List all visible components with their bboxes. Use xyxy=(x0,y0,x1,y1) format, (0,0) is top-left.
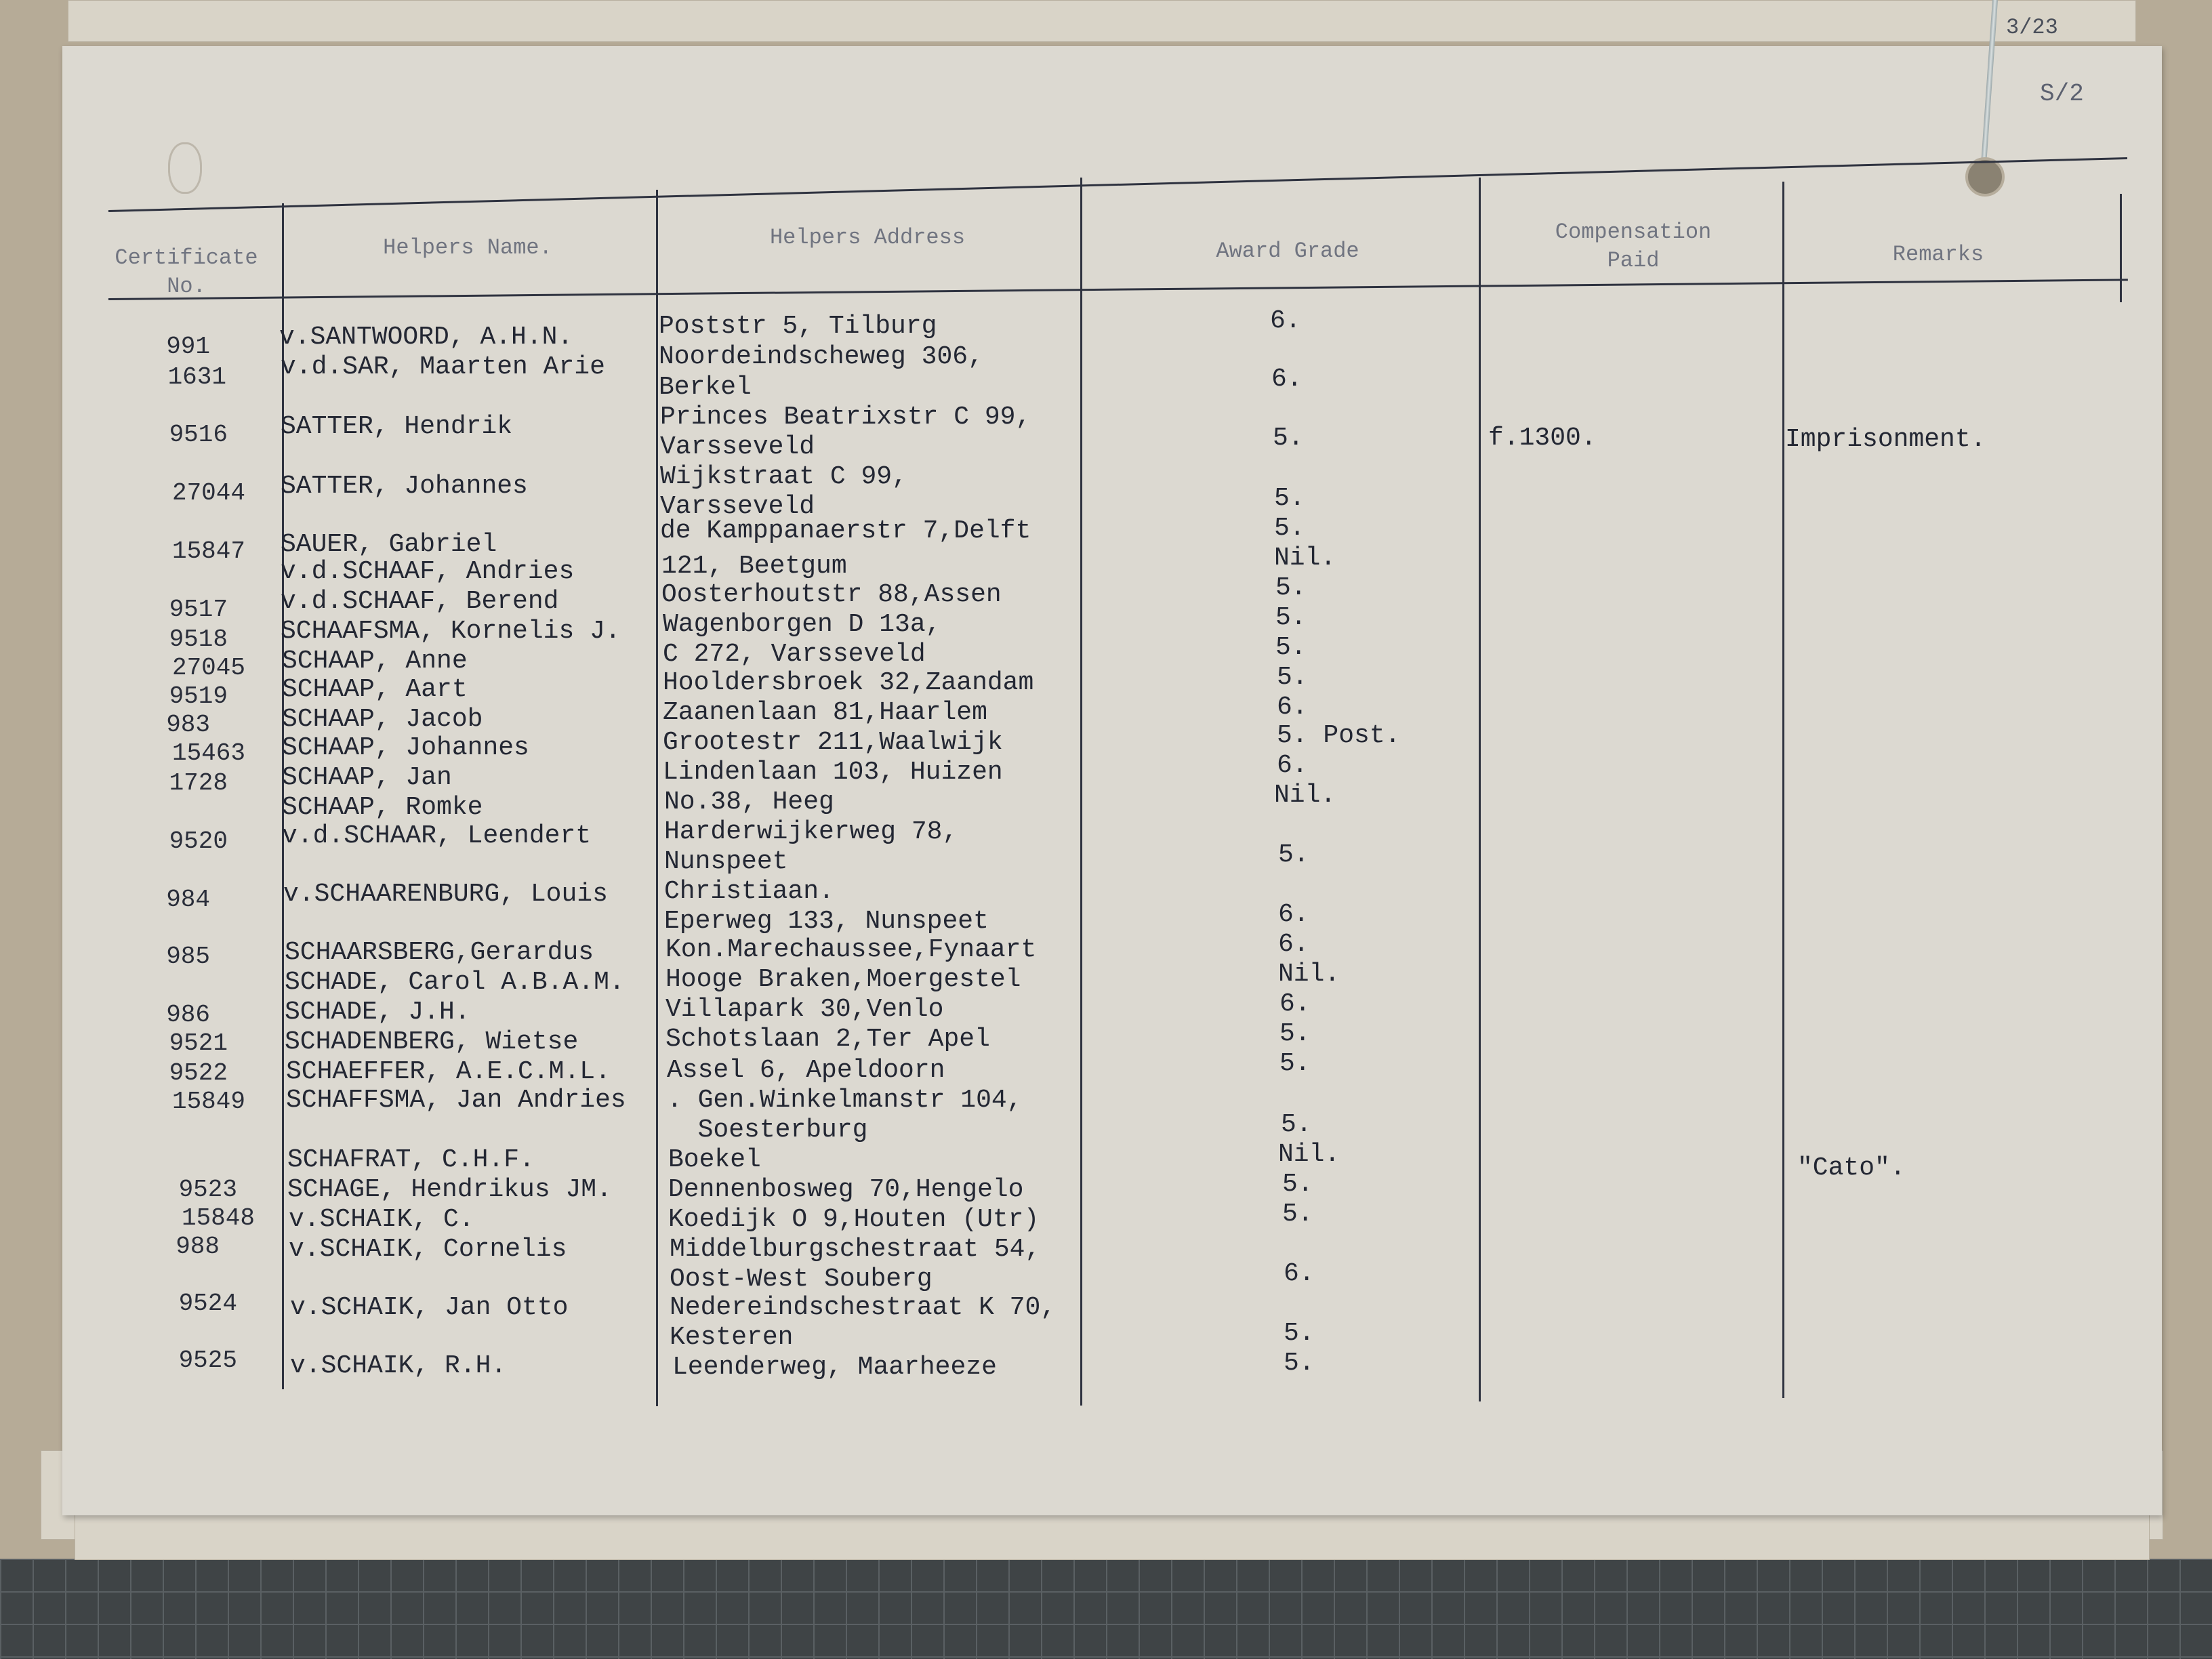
cutting-mat xyxy=(0,1559,2212,1659)
header-award: Award Grade xyxy=(1216,239,1359,264)
helper-address: C 272, Varsseveld xyxy=(663,640,926,669)
certificate-number: 9517 xyxy=(169,596,228,623)
column-divider xyxy=(1479,178,1481,1401)
helper-address: Schotslaan 2,Ter Apel xyxy=(665,1025,990,1054)
award-grade: 5. xyxy=(1274,484,1305,513)
helper-name: SCHAAP, Jan xyxy=(282,763,452,792)
header-compensation: Compensation Paid xyxy=(1555,220,1712,273)
award-grade: Nil. xyxy=(1274,781,1336,810)
helper-address: Hooge Braken,Moergestel xyxy=(665,965,1021,994)
award-grade: 5. xyxy=(1284,1319,1315,1348)
helper-address: Wagenborgen D 13a, xyxy=(663,610,941,639)
certificate-number: 983 xyxy=(166,711,210,739)
helper-address: Berkel xyxy=(659,373,752,402)
helper-name: v.d.SCHAAF, Berend xyxy=(281,587,559,616)
award-grade: 5. xyxy=(1275,603,1307,632)
helper-address: Nunspeet xyxy=(664,847,788,876)
helper-name: SCHADE, Carol A.B.A.M. xyxy=(285,968,625,997)
helper-name: SCHAAP, Jacob xyxy=(282,705,483,734)
award-grade: 5. xyxy=(1274,514,1305,543)
helper-name: SCHAAP, Aart xyxy=(282,675,468,704)
helper-address: Varsseveld xyxy=(660,492,815,521)
header-name: Helpers Name. xyxy=(383,235,552,260)
certificate-number: 988 xyxy=(176,1233,220,1261)
award-grade: 6. xyxy=(1277,693,1308,722)
folio-number: S/2 xyxy=(2040,80,2084,108)
column-divider xyxy=(656,190,658,1406)
award-grade: 5. xyxy=(1284,1349,1315,1378)
certificate-number: 27044 xyxy=(171,479,245,507)
helper-address: Princes Beatrixstr C 99, xyxy=(660,403,1031,432)
helper-address: Poststr 5, Tilburg xyxy=(659,312,937,341)
certificate-number: 9519 xyxy=(169,682,228,710)
helper-name: SATTER, Hendrik xyxy=(281,412,513,441)
certificate-number: 15848 xyxy=(181,1204,255,1232)
helper-address: Kesteren xyxy=(670,1323,794,1352)
underlying-sheet-top xyxy=(68,0,2136,42)
page-stamp: 3/23 xyxy=(2006,15,2058,40)
certificate-number: 9524 xyxy=(178,1290,237,1317)
helper-address: Hooldersbroek 32,Zaandam xyxy=(663,668,1034,697)
certificate-number: 27045 xyxy=(171,654,245,682)
award-grade: 5. xyxy=(1275,633,1307,662)
award-grade: 5. xyxy=(1281,1110,1312,1139)
header-certificate: Certificate No. xyxy=(115,245,258,299)
certificate-number: 991 xyxy=(166,333,210,361)
award-grade: 6. xyxy=(1270,306,1301,335)
certificate-number: 9522 xyxy=(169,1059,228,1087)
helper-name: SCHAAFSMA, Kornelis J. xyxy=(281,617,621,646)
helper-name: SATTER, Johannes xyxy=(281,472,528,501)
award-grade: 5. xyxy=(1279,1049,1311,1078)
helper-name: v.SCHAIK, Cornelis xyxy=(289,1235,567,1264)
helper-address: Boekel xyxy=(668,1145,761,1174)
helper-address: Soesterburg xyxy=(667,1115,868,1145)
certificate-number: 9518 xyxy=(169,626,228,653)
award-grade: 6. xyxy=(1279,989,1311,1019)
helper-address: No.38, Heeg xyxy=(664,787,834,817)
award-grade: 5. xyxy=(1282,1200,1313,1229)
award-grade: 5. xyxy=(1278,840,1309,869)
helper-name: v.SCHAIK, C. xyxy=(289,1205,474,1234)
helper-address: Varsseveld xyxy=(660,432,815,462)
certificate-number: 9521 xyxy=(169,1029,228,1057)
helper-name: SAUER, Gabriel xyxy=(281,530,497,559)
certificate-number: 15849 xyxy=(171,1088,245,1115)
helper-name: v.d.SCHAAR, Leendert xyxy=(282,821,592,851)
helper-address: Nedereindschestraat K 70, xyxy=(670,1293,1057,1322)
helper-name: SCHAARSBERG,Gerardus xyxy=(285,938,594,967)
certificate-number: 1728 xyxy=(169,769,228,797)
helper-address: Koedijk O 9,Houten (Utr) xyxy=(668,1205,1040,1234)
helper-name: v.d.SAR, Maarten Arie xyxy=(281,352,605,382)
helper-address: Eperweg 133, Nunspeet xyxy=(664,907,989,936)
award-grade: 6. xyxy=(1278,900,1309,929)
helper-address: Lindenlaan 103, Huizen xyxy=(663,758,1003,787)
helper-name: SCHAGE, Hendrikus JM. xyxy=(287,1175,612,1204)
certificate-number: 9525 xyxy=(178,1347,237,1374)
column-divider xyxy=(1080,178,1082,1406)
certificate-number: 1631 xyxy=(167,363,226,391)
helper-name: SCHADE, J.H. xyxy=(285,998,470,1027)
helper-name: SCHAAP, Romke xyxy=(282,793,483,822)
helper-name: SCHAFRAT, C.H.F. xyxy=(287,1145,535,1174)
compensation-paid: f.1300. xyxy=(1488,424,1597,453)
helper-name: v.SANTWOORD, A.H.N. xyxy=(279,323,573,352)
helper-name: SCHAEFFER, A.E.C.M.L. xyxy=(286,1057,611,1086)
helper-name: v.d.SCHAAF, Andries xyxy=(281,557,575,586)
helper-name: SCHADENBERG, Wietse xyxy=(285,1027,579,1057)
helper-address: Grootestr 211,Waalwijk xyxy=(663,728,1003,757)
award-grade: 5. xyxy=(1279,1019,1311,1048)
award-grade: 5. xyxy=(1282,1170,1313,1199)
award-grade: Nil. xyxy=(1278,960,1340,989)
helper-address: de Kamppanaerstr 7,Delft xyxy=(660,516,1031,546)
helper-address: Dennenbosweg 70,Hengelo xyxy=(668,1175,1024,1204)
certificate-number: 9516 xyxy=(169,421,228,449)
remarks: Imprisonment. xyxy=(1785,425,1986,454)
award-grade: 5. xyxy=(1273,424,1304,453)
award-grade: 6. xyxy=(1277,751,1308,780)
helper-name: SCHAAP, Johannes xyxy=(282,733,529,762)
helper-address: Leenderweg, Maarheeze xyxy=(672,1353,997,1382)
helper-address: Harderwijkerweg 78, xyxy=(664,817,958,846)
award-grade: Nil. xyxy=(1274,544,1336,573)
award-grade: 6. xyxy=(1284,1259,1315,1288)
remarks: "Cato". xyxy=(1797,1153,1906,1183)
certificate-number: 15847 xyxy=(171,537,245,565)
certificate-number: 9520 xyxy=(169,827,228,855)
helper-address: Zaanenlaan 81,Haarlem xyxy=(663,698,987,727)
header-remarks: Remarks xyxy=(1892,242,1984,267)
helper-address: Noordeindscheweg 306, xyxy=(659,342,983,371)
paper-mark xyxy=(168,142,202,194)
award-grade: 6. xyxy=(1278,930,1309,959)
helper-address: . Gen.Winkelmanstr 104, xyxy=(667,1086,1023,1115)
award-grade: Nil. xyxy=(1278,1140,1340,1169)
award-grade: 6. xyxy=(1271,365,1303,394)
header-address: Helpers Address xyxy=(769,225,966,250)
helper-address: Kon.Marechaussee,Fynaart xyxy=(665,935,1037,964)
certificate-number: 985 xyxy=(166,943,210,970)
helper-name: v.SCHAIK, R.H. xyxy=(290,1351,507,1380)
helper-address: Oosterhoutstr 88,Assen xyxy=(661,580,1002,609)
helper-address: Christiaan. xyxy=(664,877,834,906)
helper-address: Oost-West Souberg xyxy=(670,1265,933,1294)
certificate-number: 986 xyxy=(166,1001,210,1029)
helper-address: Middelburgschestraat 54, xyxy=(670,1235,1041,1264)
helper-name: SCHAFFSMA, Jan Andries xyxy=(286,1086,626,1115)
helper-address: Wijkstraat C 99, xyxy=(660,462,907,491)
award-grade: 5. xyxy=(1277,663,1308,692)
certificate-number: 9523 xyxy=(178,1176,237,1204)
helper-address: Villapark 30,Venlo xyxy=(665,995,944,1024)
award-grade: 5. xyxy=(1275,573,1307,602)
helper-address: 121, Beetgum xyxy=(661,552,847,581)
award-grade: 5. Post. xyxy=(1277,721,1401,750)
certificate-number: 15463 xyxy=(171,739,245,767)
helper-name: v.SCHAIK, Jan Otto xyxy=(290,1293,569,1322)
helper-name: SCHAAP, Anne xyxy=(282,647,468,676)
helper-address: Assel 6, Apeldoorn xyxy=(667,1056,945,1085)
column-divider xyxy=(2120,194,2122,302)
helper-name: v.SCHAARENBURG, Louis xyxy=(283,880,608,909)
certificate-number: 984 xyxy=(166,886,210,914)
column-divider xyxy=(1782,182,1784,1398)
